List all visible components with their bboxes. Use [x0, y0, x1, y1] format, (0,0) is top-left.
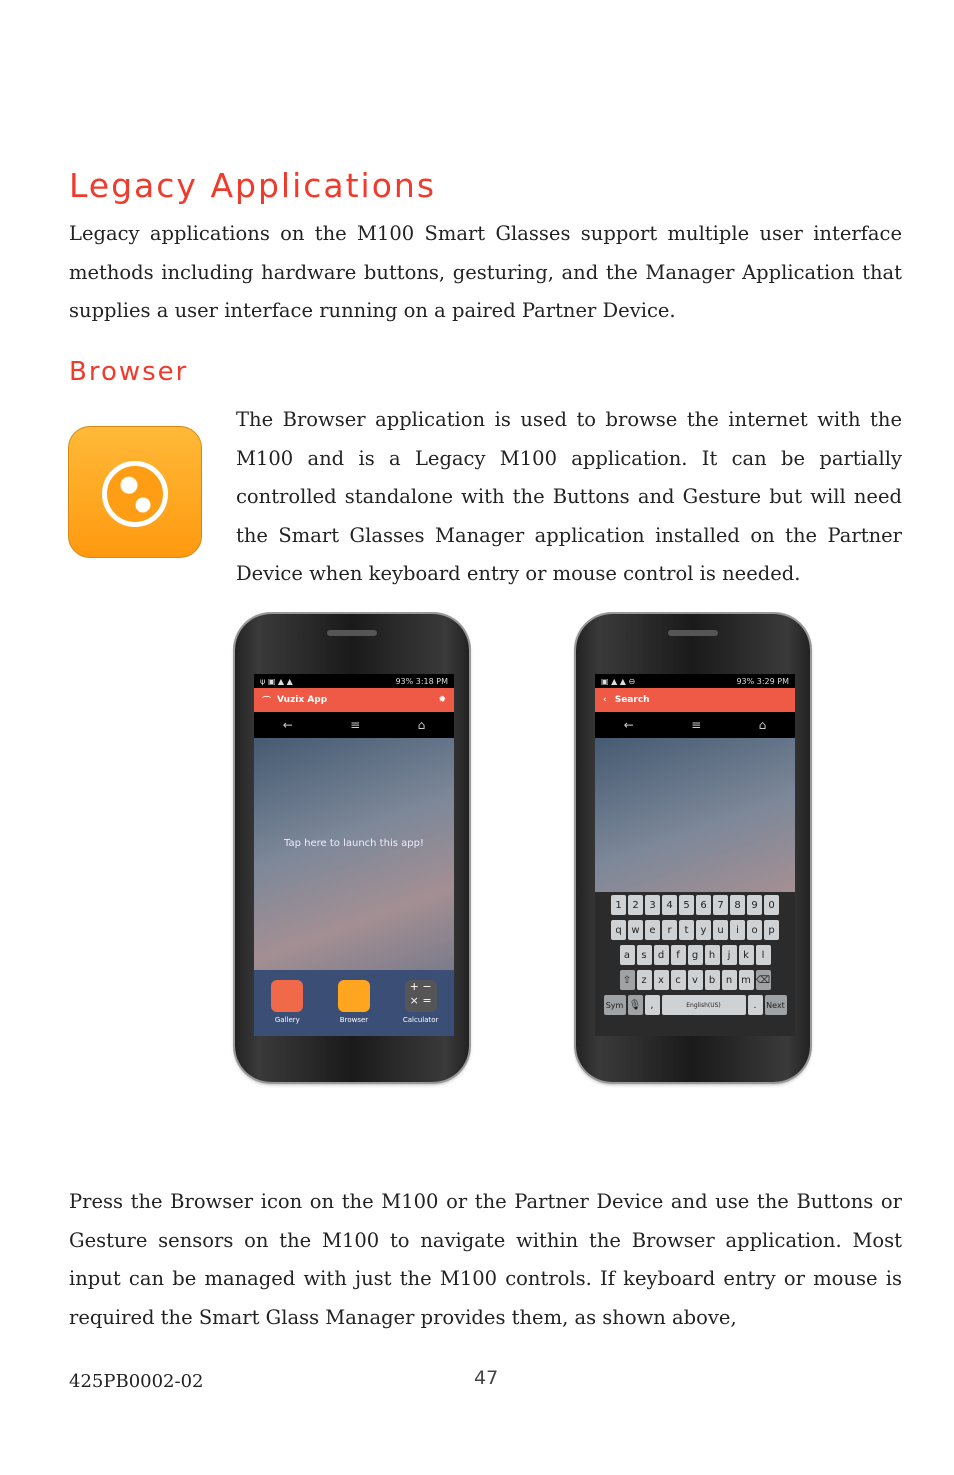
menu-icon[interactable]: ≡: [691, 718, 702, 732]
keyboard-key[interactable]: c: [671, 970, 686, 990]
dock-label: Browser: [339, 1016, 369, 1024]
keyboard-key[interactable]: i: [730, 920, 745, 940]
app-bar: [254, 688, 454, 712]
status-icons: ψ ▣ ▲ ▲: [260, 676, 293, 686]
nav-bar: [595, 712, 795, 738]
keyboard-key[interactable]: e: [645, 920, 660, 940]
phone-speaker: [327, 630, 377, 636]
browser-app-icon: [68, 426, 202, 558]
keyboard-key[interactable]: a: [620, 945, 635, 965]
closing-paragraph: Press the Browser icon on the M100 or the Partner Device and use the Buttons or Gesture sensors on the M100 to navigate within the Browser application. Most input can be managed with just the M100 controls. If keyboard entry or mouse is required the Smart Glass Manager provides them, as shown above,: [69, 1190, 902, 1329]
globe-icon: [102, 461, 168, 527]
keyboard-key[interactable]: n: [722, 970, 737, 990]
keyboard-key[interactable]: x: [654, 970, 669, 990]
keyboard-key[interactable]: v: [688, 970, 703, 990]
keyboard-key[interactable]: 0: [764, 895, 779, 915]
keyboard-key[interactable]: y: [696, 920, 711, 940]
next-key[interactable]: Next: [765, 995, 787, 1015]
dock-label: Gallery: [274, 1016, 300, 1024]
calculator-icon: + − × =: [405, 980, 437, 1012]
keyboard-key[interactable]: s: [637, 945, 652, 965]
wallpaper: [254, 738, 454, 1036]
keyboard-key[interactable]: f: [671, 945, 686, 965]
app-bar-title: Vuzix App: [277, 695, 328, 705]
dock-label: Calculator: [402, 1016, 439, 1024]
dock-item-calculator[interactable]: [396, 980, 446, 1024]
menu-icon[interactable]: ≡: [350, 718, 361, 732]
keyboard-key[interactable]: 9: [747, 895, 762, 915]
period-key[interactable]: .: [748, 995, 763, 1015]
back-arrow-icon[interactable]: ←: [623, 718, 634, 732]
keyboard-key[interactable]: 3: [645, 895, 660, 915]
keyboard-key[interactable]: 8: [730, 895, 745, 915]
phone-keyboard-screenshot: [576, 614, 810, 1082]
phone-screen: [254, 674, 454, 1036]
keyboard-key[interactable]: h: [705, 945, 720, 965]
wallpaper: [595, 738, 795, 1036]
keyboard-key[interactable]: m: [739, 970, 754, 990]
keyboard-key[interactable]: t: [679, 920, 694, 940]
keyboard-key[interactable]: 6: [696, 895, 711, 915]
keyboard-key[interactable]: k: [739, 945, 754, 965]
app-bar: [595, 688, 795, 712]
keyboard-key[interactable]: 5: [679, 895, 694, 915]
sym-key[interactable]: Sym: [604, 995, 626, 1015]
vuzix-logo-icon: ⌒: [262, 696, 272, 707]
back-arrow-icon[interactable]: ←: [282, 718, 293, 732]
status-bar: [595, 674, 795, 688]
app-bar-title: Search: [614, 695, 650, 705]
space-key[interactable]: English(US): [662, 995, 746, 1015]
chevron-left-icon[interactable]: ‹: [603, 695, 607, 705]
keyboard-key[interactable]: 1: [611, 895, 626, 915]
keyboard-key[interactable]: o: [747, 920, 762, 940]
status-time: 93% 3:18 PM: [395, 676, 448, 686]
keyboard-key[interactable]: 2: [628, 895, 643, 915]
keyboard-key[interactable]: 4: [662, 895, 677, 915]
comma-key[interactable]: ,: [645, 995, 660, 1015]
home-icon[interactable]: ⌂: [417, 718, 426, 732]
dock-item-browser[interactable]: [329, 980, 379, 1024]
status-bar: [254, 674, 454, 688]
keyboard-key[interactable]: 7: [713, 895, 728, 915]
document-id: 425PB0002-02: [69, 1371, 204, 1392]
keyboard-key[interactable]: l: [756, 945, 771, 965]
gallery-icon: [271, 980, 303, 1012]
keyboard-key[interactable]: d: [654, 945, 669, 965]
app-dock: [254, 970, 454, 1036]
keyboard-key[interactable]: w: [628, 920, 643, 940]
keyboard-key[interactable]: b: [705, 970, 720, 990]
section-title: Legacy Applications: [69, 166, 437, 205]
home-icon[interactable]: ⌂: [758, 718, 767, 732]
settings-icon[interactable]: ✹: [438, 695, 446, 705]
dock-item-gallery[interactable]: [262, 980, 312, 1024]
page-number: 47: [474, 1367, 499, 1389]
browser-icon: [338, 980, 370, 1012]
keyboard-key[interactable]: r: [662, 920, 677, 940]
launch-hint[interactable]: Tap here to launch this app!: [284, 838, 424, 849]
keyboard-key[interactable]: u: [713, 920, 728, 940]
phone-screen: [595, 674, 795, 1036]
status-time: 93% 3:29 PM: [736, 676, 789, 686]
on-screen-keyboard: [595, 892, 795, 1036]
keyboard-key[interactable]: q: [611, 920, 626, 940]
phone-speaker: [668, 630, 718, 636]
browser-paragraph: The Browser application is used to browse the internet with the M100 and is a Legacy M100 application. It can be partially controlled standalone with the Buttons and Gesture but will need the Smart Glasses Manager application installed on the Partner Device when keyboard entry or mouse control is needed.: [236, 408, 902, 585]
shift-key-icon[interactable]: ⇧: [620, 970, 635, 990]
keyboard-key[interactable]: j: [722, 945, 737, 965]
keyboard-key[interactable]: g: [688, 945, 703, 965]
status-icons: ▣ ▲ ▲ ⊖: [601, 676, 636, 686]
keyboard-key[interactable]: z: [637, 970, 652, 990]
subsection-title: Browser: [69, 357, 189, 387]
keyboard-key[interactable]: p: [764, 920, 779, 940]
backspace-key-icon[interactable]: ⌫: [756, 970, 771, 990]
nav-bar: [254, 712, 454, 738]
intro-paragraph: Legacy applications on the M100 Smart Glasses support multiple user interface methods including hardware buttons, gesturing, and the Manager Application that supplies a user interface running on a paired Partner Device.: [69, 222, 902, 322]
phone-launcher-screenshot: [235, 614, 469, 1082]
microphone-key-icon[interactable]: 🎙: [628, 995, 643, 1015]
